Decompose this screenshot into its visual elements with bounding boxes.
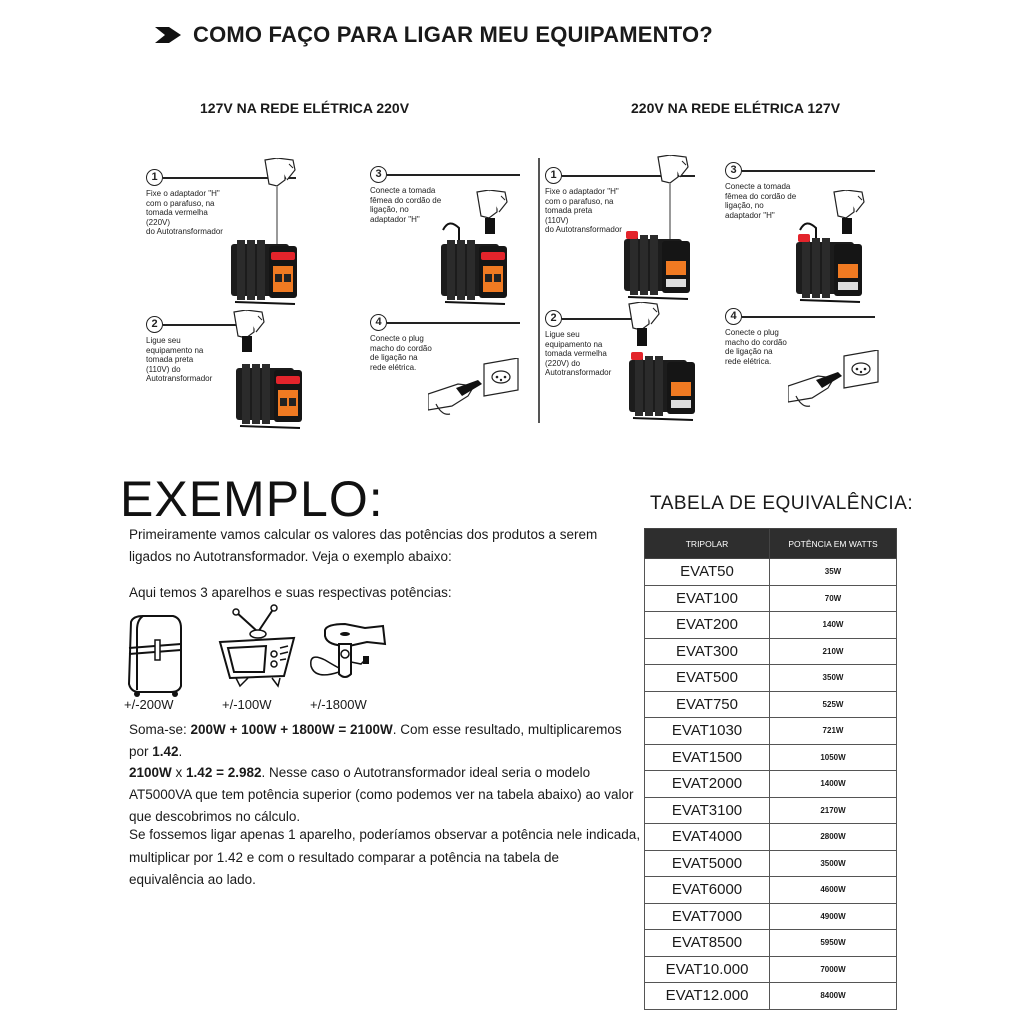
step-number: 3: [725, 162, 742, 179]
calc-conclusion: que descobrimos no cálculo.: [129, 809, 301, 824]
intro-line-1: Primeiramente vamos calcular os valores das potências dos produtos a serem: [129, 527, 598, 542]
single-line-3: equivalência ao lado.: [129, 872, 256, 887]
watts-cell: 70W: [770, 585, 897, 612]
step-text: Conecte o plug macho do cordão de ligação na rede elétrica.: [725, 328, 787, 366]
step-number: 2: [146, 316, 163, 333]
wall-outlet-illustration: [788, 350, 888, 410]
table-row: [645, 903, 897, 930]
step-number: 4: [725, 308, 742, 325]
single-line-1: Se fossemos ligar apenas 1 aparelho, poderíamos observar a potência nele indicada,: [129, 827, 641, 842]
watts-cell: 2800W: [770, 824, 897, 851]
wall-outlet-illustration: [428, 358, 528, 418]
watts-cell: 1050W: [770, 744, 897, 771]
sum-formula: 200W + 100W + 1800W = 2100W: [190, 722, 393, 737]
table-row: [645, 771, 897, 798]
equivalence-table: [644, 528, 897, 1010]
table-row: [645, 824, 897, 851]
calc-line: [129, 762, 590, 784]
table-row: [645, 638, 897, 665]
step-number: 2: [545, 310, 562, 327]
sum-line: [129, 719, 622, 741]
step-number: 1: [545, 167, 562, 184]
table-row: [645, 665, 897, 692]
fridge-icon: [125, 614, 185, 698]
step-number: 3: [370, 166, 387, 183]
chevron-right-icon: [155, 27, 181, 43]
model-cell: EVAT500: [645, 665, 770, 692]
table-title: TABELA DE EQUIVALÊNCIA:: [650, 493, 914, 514]
model-cell: EVAT300: [645, 638, 770, 665]
table-row: [645, 983, 897, 1010]
transformer-illustration: [792, 190, 882, 310]
model-cell: EVAT4000: [645, 824, 770, 851]
section-title-127v: 127V NA REDE ELÉTRICA 220V: [200, 100, 410, 116]
step-2-127v: [146, 316, 241, 384]
model-cell: EVAT12.000: [645, 983, 770, 1010]
section-divider: [538, 158, 540, 423]
intro-line-2: ligados no Autotransformador. Veja o exemplo abaixo:: [129, 549, 452, 564]
header-power: POTÊNCIA EM WATTS: [770, 529, 897, 559]
table-row: [645, 930, 897, 957]
watts-cell: 721W: [770, 718, 897, 745]
model-cell: EVAT2000: [645, 771, 770, 798]
step-number: 1: [146, 169, 163, 186]
hair-dryer-icon: [305, 622, 395, 692]
watts-cell: 35W: [770, 559, 897, 586]
step-text: Fixe o adaptador "H" com o parafuso, na tomada vermelha (220V) do Autotransformador: [146, 189, 223, 236]
table-row: [645, 691, 897, 718]
table-row: [645, 612, 897, 639]
step-text: Conecte o plug macho do cordão de ligação na rede elétrica.: [370, 334, 432, 372]
single-line-2: multiplicar por 1.42 e com o resultado comparar a potência na tabela de: [129, 850, 559, 865]
page-title: [155, 22, 713, 48]
step-text: Ligue seu equipamento na tomada vermelha (220V) do Autotransformador: [545, 330, 612, 377]
model-cell: EVAT5000: [645, 850, 770, 877]
calc-value: 2100W: [129, 765, 172, 780]
calc-result: 1.42 = 2.982: [186, 765, 262, 780]
table-row: [645, 850, 897, 877]
transformer-illustration: [435, 190, 525, 310]
multiply-line: [129, 741, 182, 763]
model-cell: EVAT50: [645, 559, 770, 586]
watts-cell: 4900W: [770, 903, 897, 930]
table-header-row: [645, 529, 897, 559]
mult-prefix: por: [129, 744, 153, 759]
transformer-illustration: [625, 302, 715, 427]
step-text: Fixe o adaptador "H" com o parafuso, na tomada preta (110V) do Autotransformador: [545, 187, 622, 234]
table-row: [645, 718, 897, 745]
watts-cell: 140W: [770, 612, 897, 639]
watts-cell: 5950W: [770, 930, 897, 957]
mult-factor: 1.42: [152, 744, 179, 759]
model-cell: EVAT1500: [645, 744, 770, 771]
model-cell: EVAT10.000: [645, 956, 770, 983]
watts-cell: 1400W: [770, 771, 897, 798]
appliances-intro: Aqui temos 3 aparelhos e suas respectivas potências:: [129, 585, 452, 600]
model-cell: EVAT100: [645, 585, 770, 612]
table-row: [645, 559, 897, 586]
table-row: [645, 877, 897, 904]
model-cell: EVAT3100: [645, 797, 770, 824]
tv-icon: [218, 604, 298, 688]
watts-cell: 525W: [770, 691, 897, 718]
model-cell: EVAT200: [645, 612, 770, 639]
model-cell: EVAT8500: [645, 930, 770, 957]
watts-cell: 8400W: [770, 983, 897, 1010]
table-row: [645, 744, 897, 771]
calc-times: x: [171, 765, 187, 780]
table-row: [645, 797, 897, 824]
dryer-power: +/-1800W: [310, 697, 367, 712]
transformer-illustration: [230, 310, 320, 435]
watts-cell: 350W: [770, 665, 897, 692]
model-line: AT5000VA que tem potência superior (como podemos ver na tabela abaixo) ao valor: [129, 787, 634, 802]
mult-suffix: .: [178, 744, 183, 759]
tv-power: +/-100W: [222, 697, 272, 712]
example-title: EXEMPLO:: [120, 471, 384, 527]
model-cell: EVAT7000: [645, 903, 770, 930]
transformer-illustration: [225, 158, 325, 308]
transformer-illustration: [620, 155, 720, 305]
step-text: Conecte a tomada fêmea do cordão de ligação, no adaptador "H": [370, 186, 442, 224]
watts-cell: 3500W: [770, 850, 897, 877]
step-text: Conecte a tomada fêmea do cordão de ligação, no adaptador "H": [725, 182, 797, 220]
header-tripolar: TRIPOLAR: [645, 529, 770, 559]
model-cell: EVAT6000: [645, 877, 770, 904]
watts-cell: 7000W: [770, 956, 897, 983]
watts-cell: 2170W: [770, 797, 897, 824]
model-cell: EVAT750: [645, 691, 770, 718]
calc-suffix: . Nesse caso o Autotransformador ideal seria o modelo: [261, 765, 591, 780]
sum-suffix: . Com esse resultado, multiplicaremos: [392, 722, 622, 737]
sum-prefix: Soma-se:: [129, 722, 191, 737]
model-cell: EVAT1030: [645, 718, 770, 745]
step-text: Ligue seu equipamento na tomada preta (110V) do Autotransformador: [146, 336, 213, 383]
page-title-text: COMO FAÇO PARA LIGAR MEU EQUIPAMENTO?: [193, 22, 713, 47]
fridge-power: +/-200W: [124, 697, 174, 712]
watts-cell: 210W: [770, 638, 897, 665]
step-number: 4: [370, 314, 387, 331]
table-row: [645, 585, 897, 612]
table-row: [645, 956, 897, 983]
section-title-220v: 220V NA REDE ELÉTRICA 127V: [631, 100, 841, 116]
watts-cell: 4600W: [770, 877, 897, 904]
